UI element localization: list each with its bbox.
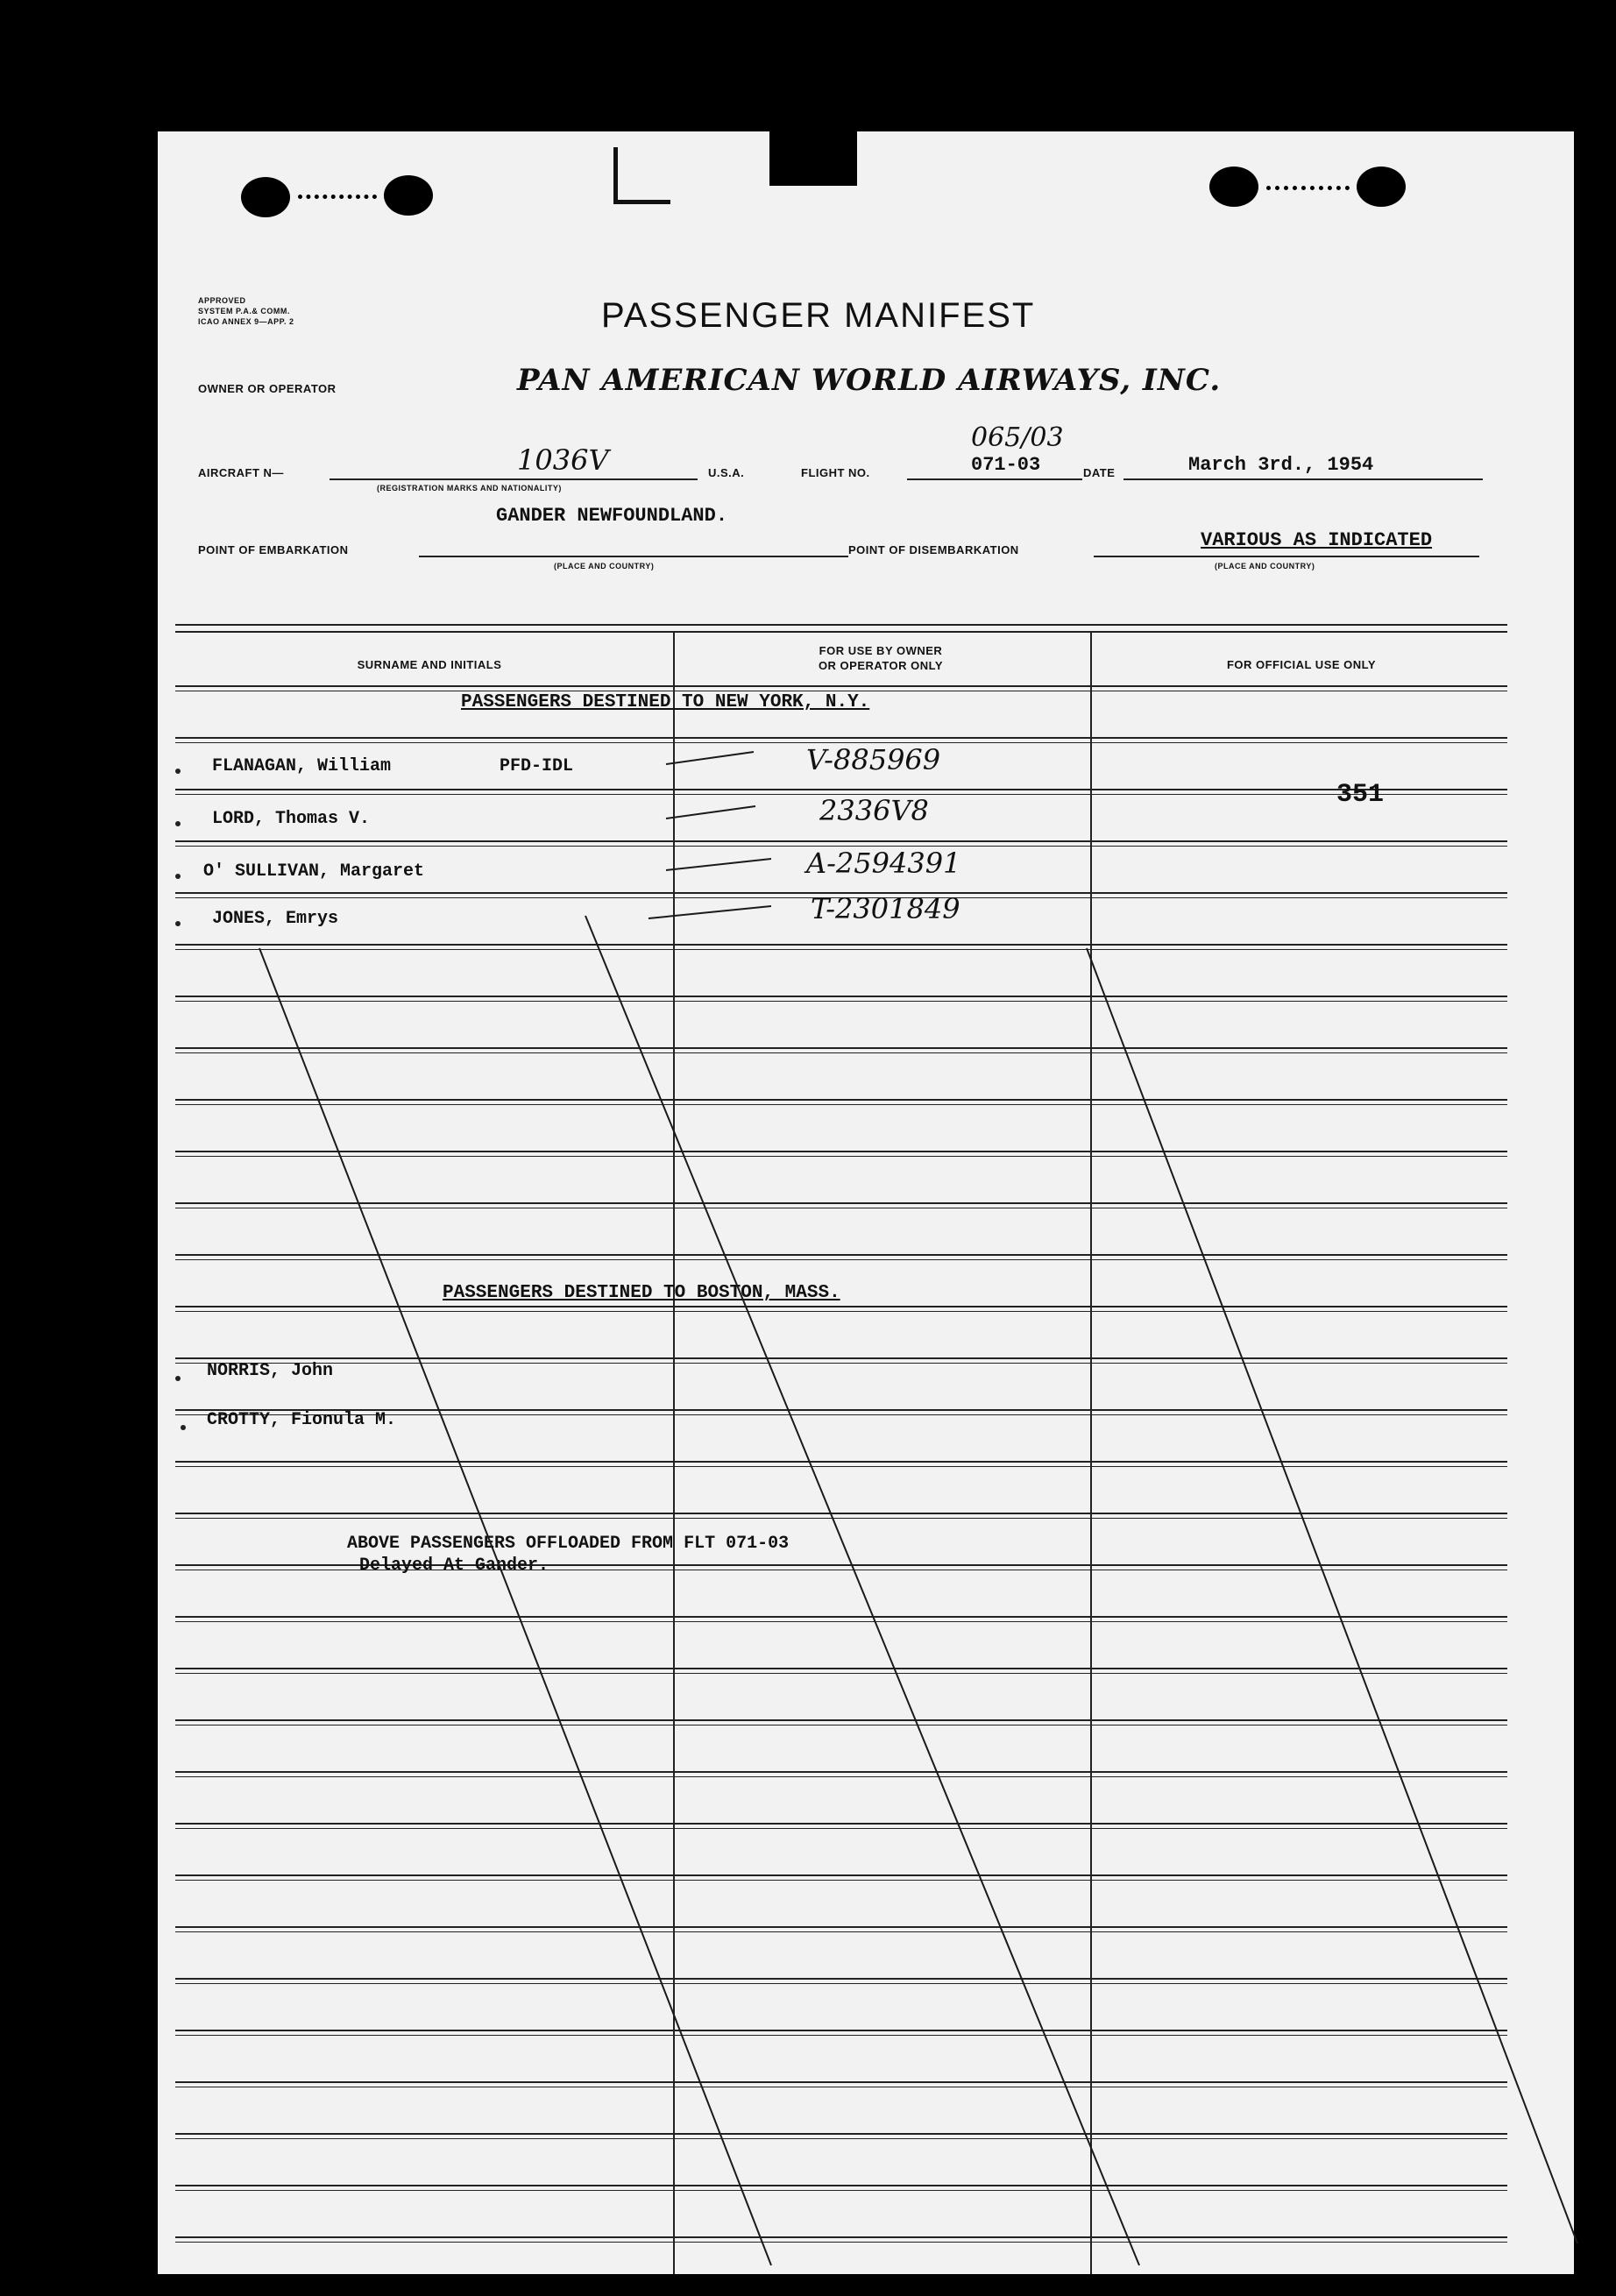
strike-line-col3	[1087, 948, 1577, 2243]
passenger-document: A-2594391	[806, 847, 961, 880]
dash-mark	[649, 906, 771, 918]
embarkation-sub-label: (PLACE AND COUNTRY)	[554, 562, 655, 570]
page-title: PASSENGER MANIFEST	[601, 296, 1036, 335]
dash-mark	[666, 752, 754, 764]
passenger-name: FLANAGAN, William	[212, 756, 392, 776]
flight-label: FLIGHT NO.	[801, 466, 870, 479]
column-header-surname: SURNAME AND INITIALS	[357, 658, 502, 671]
passenger-document: V-885969	[806, 743, 941, 776]
flight-handwritten: 065/03	[971, 422, 1064, 453]
approval-line-1: APPROVED	[198, 296, 246, 305]
aircraft-value: 1036V	[517, 443, 609, 477]
date-label: DATE	[1083, 466, 1116, 479]
aircraft-sub-label: (REGISTRATION MARKS AND NATIONALITY)	[377, 484, 562, 493]
embarkation-value: GANDER NEWFOUNDLAND.	[496, 505, 728, 527]
section-heading-new-york: PASSENGERS DESTINED TO NEW YORK, N.Y.	[461, 692, 870, 712]
offload-note-line-1: ABOVE PASSENGERS OFFLOADED FROM FLT 071-03	[347, 1534, 790, 1554]
column-header-official: FOR OFFICIAL USE ONLY	[1226, 658, 1377, 671]
dash-mark	[666, 859, 771, 870]
owner-value: PAN AMERICAN WORLD AIRWAYS, INC.	[517, 363, 1222, 398]
passenger-document: T-2301849	[811, 892, 960, 925]
passenger-name: NORRIS, John	[207, 1361, 334, 1381]
date-value: March 3rd., 1954	[1188, 454, 1374, 476]
disembarkation-value: VARIOUS AS INDICATED	[1201, 529, 1433, 551]
strike-line-col2	[585, 916, 1139, 2265]
passenger-code: PFD-IDL	[500, 756, 574, 776]
passenger-name: LORD, Thomas V.	[212, 809, 371, 829]
passenger-name: JONES, Emrys	[212, 909, 339, 929]
embarkation-label: POINT OF EMBARKATION	[198, 543, 349, 556]
column-header-owner-line-2: OR OPERATOR ONLY	[818, 659, 944, 672]
approval-line-2: SYSTEM P.A.& COMM.	[198, 307, 290, 315]
offload-note-line-2: Delayed At Gander.	[359, 1555, 549, 1576]
flight-value: 071-03	[971, 454, 1041, 476]
official-number: 351	[1336, 780, 1385, 810]
aircraft-nationality: U.S.A.	[708, 466, 745, 479]
passenger-document: 2336V8	[819, 794, 929, 827]
owner-label: OWNER OR OPERATOR	[198, 382, 337, 395]
aircraft-label: AIRCRAFT N—	[198, 466, 284, 479]
passenger-name: O' SULLIVAN, Margaret	[203, 861, 425, 882]
dash-mark	[666, 806, 755, 818]
section-heading-boston: PASSENGERS DESTINED TO BOSTON, MASS.	[443, 1283, 840, 1303]
strike-line-col1	[259, 948, 771, 2265]
disembarkation-sub-label: (PLACE AND COUNTRY)	[1215, 562, 1315, 570]
approval-line-3: ICAO ANNEX 9—APP. 2	[198, 317, 294, 326]
disembarkation-label: POINT OF DISEMBARKATION	[848, 543, 1019, 556]
column-header-owner-line-1: FOR USE BY OWNER	[819, 644, 943, 657]
passenger-name: CROTTY, Fionula M.	[207, 1410, 397, 1430]
